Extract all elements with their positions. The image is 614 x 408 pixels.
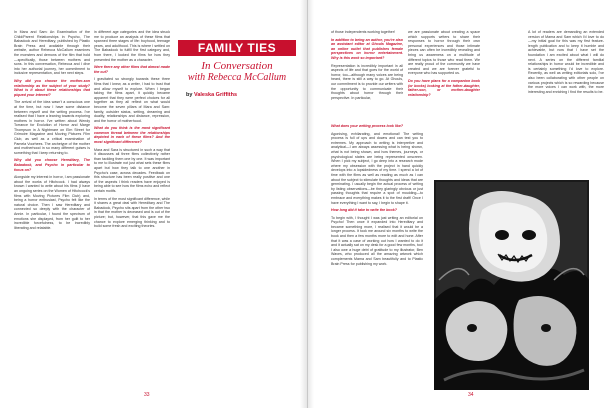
byline xyxy=(186,92,237,98)
interview-question: In addition to being an author, you're also an assistant editor at Ghouls Magazine, an online outlet that publishes female perspectives on horror entertainment. Why is this work so important? xyxy=(331,37,403,60)
right-page-column-2 xyxy=(408,30,480,120)
right-page-column-3 xyxy=(528,30,604,150)
feature-title: FAMILY TIES xyxy=(197,41,277,55)
right-page xyxy=(307,0,614,408)
body-paragraph: Alongside my interest in horror, I am passionate about the works of Hitchcock. I had always known I wanted to write about his films (I have an ongoing series on the Women of Hitchcock's films with Moving Pictures Film Club) and, being a horror enthusiast, Psycho felt like the natural choice. Then I saw Hereditary and connected so deeply with the character of Annie. In particular, I found the spectrum of emotions she displayed, from her guilt to her incredible forcefulness, to be incredibly liberating and relatable. xyxy=(14,175,90,230)
gutter-shadow xyxy=(300,0,314,408)
body-paragraph: To begin with, I thought I was just writing an editorial on Psycho! Then once it expanded into Hereditary and became something more, I realised that it would be a longer process. It took me around six months to write the book and then a few months more to edit and hone. After that it was a case of working out how I wanted to do it and it actually sat on my desk for a good few months, too! I also owe a huge debt of gratitude to my illustrator, Ben Waves, who produced all the amazing artwork which complements Mama and Sam beautifully and to Plastic Brain Press for publishing my work. xyxy=(331,215,423,266)
left-page-column-1 xyxy=(14,30,90,390)
page-number-right: 34 xyxy=(468,392,474,398)
interview-question: Why did you choose the mother-son relationship as the subject of your study? What is it about these relationships that piqued your interest? xyxy=(14,78,90,97)
right-page-lower-column xyxy=(331,124,423,390)
body-paragraph: Agonising, exhilarating, and emotional! The writing process is full of ups and downs and can test you to extremes. My approach to writing is interpretive and analytical—I am always assessing what is being shown, what is not being shown, and how themes, journeys, or psychological states are being represented onscreen. When I pick my subject, I go deep into a research mode where my obsession with the project in hand quickly develops into a lopsidedness of my time. I spend a lot of time with the films as well as reading as much as I can about the subject to stimulate thoughts and ideas that are germinating. I usually begin the actual process of writing by listing observations—be they glaringly obvious or just passing thoughts that require a spot of moulding—to embrace and everything makes it to the first draft! Once I have everything I want to say, I begin to shape it. xyxy=(331,131,423,205)
body-paragraph: I gravitated so strongly towards these three films that I knew, as a writer, I had to trust that and allow myself to explore. When I began taking the films apart, it quickly became apparent that they were perfect choices for all together as they all reflect on what would become the seven pillars of Mara and Sam: family, outsider status, setting, dreaming and duality, relationships and distance, repression, and the horror of motherhood. xyxy=(94,77,170,123)
subtitle-line-2: with Rebecca McCallum xyxy=(187,72,287,83)
interview-question: What do you think is the most significant common thread between the relationships depicted in each of these films? And the most significant difference? xyxy=(94,126,170,145)
interview-question: Why did you choose Hereditary, The Babadook, and Psycho in particular to focus on? xyxy=(14,158,90,172)
interview-question: What does your writing process look like? xyxy=(331,124,404,128)
body-paragraph: Mara and Sara is structured in such a way that it discusses all three films collectively rather than tackling them one by one. It was important to me to illustrate not just what sets these films apart but how they talk to one another in Psycho's case, across decades. Feedback on this structure has been really positive and one of the aspects I think readers have enjoyed is being able to see how the films echo and reflect certain motifs. xyxy=(94,147,170,193)
body-paragraph: The arrival of the idea wasn't a conscious one at the time, but now I have some distance between myself and the writing process. I've realised that I have a leaning towards exploring mothers in horror. I've written about Wendy Torrance for Evolution of Horror and Marge Thompson in A Nightmare on Elm Street for Grimoire Magazine and Moving Pictures Film Club, as well as a critical examination of Pamela Voorhees. The archetype of the mother and motherhood in so many different guises is something that I keep returning to. xyxy=(14,100,90,155)
feature-subtitle xyxy=(172,60,302,84)
body-paragraph: A lot of readers are demanding an extended version of Mama and Sam which I'd love to do—my initial goal for this was my first feature-length publication and to keep it humble and achievable, but now that I have set the foundation I am excited about what I will do next. A series on the different familial relationships in horror would be incredible and is certainly something I'd love to explore. Recently, as well as writing editorials solo, I've also been collaborating with other people on various projects which is so rewarding because the more voices I can work with, the more interesting and enriching I find the results to be. xyxy=(528,30,604,94)
interview-question: Were there any other films that almost made the cut? xyxy=(94,65,170,74)
body-paragraph: In Mara and Sam: An Examination of the Child/Parent Relationships in Psycho, The Babadook and Hereditary, published by Plastic Brain Press and available through their website, author Rebecca McCallum examines the monsters and demons of the film that hold—specifically, those between mothers and sons. In this conversation, Rebecca and I dive into her authorial journey, her commitment to inclusive representation, and her next steps. xyxy=(14,30,90,76)
right-page-column-1 xyxy=(331,30,403,120)
page-number-left: 33 xyxy=(144,392,150,398)
interview-question: How long did it take to write the book? xyxy=(331,208,397,213)
interview-question: Do you have plans for a companion book (or books) looking at the father-daughter, father-son, or mother-daughter relationship? xyxy=(408,78,480,97)
byline-author: Valeska Griffiths xyxy=(193,92,238,98)
body-paragraph: in different age categories and the idea struck me to produce an analysis of these films that spanned three stages of life: boyhood, teenage years, and adulthood. This is where I settled on The Babadook to fulfill the first category and, from there, I looked the films for how they presented the mother as a character. xyxy=(94,30,170,62)
body-paragraph: Representation is incredibly important in all aspects of life and that goes for the world of horror, too—although many voices are being heard, there is still a way to go. At Ghouls, our commitment is to provide our writers with the opportunity to communicate their thoughts about horror through their perspective. In particular, xyxy=(331,63,403,100)
left-page-column-2 xyxy=(94,30,170,390)
body-paragraph: In terms of the most significant difference, while it shares a great deal with Hereditary and The Babadook, Psycho sits apart from the other two in that the mother is deceased and is out of the picture; but, however, that this gave me the chance to explore emerging thinking and to build some fresh and exciting theories. xyxy=(94,196,170,229)
subtitle-line-1: In Conversation xyxy=(201,60,273,72)
byline-prefix: by xyxy=(186,92,193,98)
left-page-column-3 xyxy=(178,100,298,390)
body-paragraph: of those independents working together! xyxy=(331,30,395,34)
horror-illustration xyxy=(434,180,589,390)
body-paragraph: we are passionate about creating a space which supports writers to share their responses to horror through their own personal experiences and those intimate pieces can often be incredibly revealing and bring us awareness on a multitude of different topics to those who read them. We are really proud of the community we have created and we are forever grateful to everyone who has supported us. xyxy=(408,30,480,76)
